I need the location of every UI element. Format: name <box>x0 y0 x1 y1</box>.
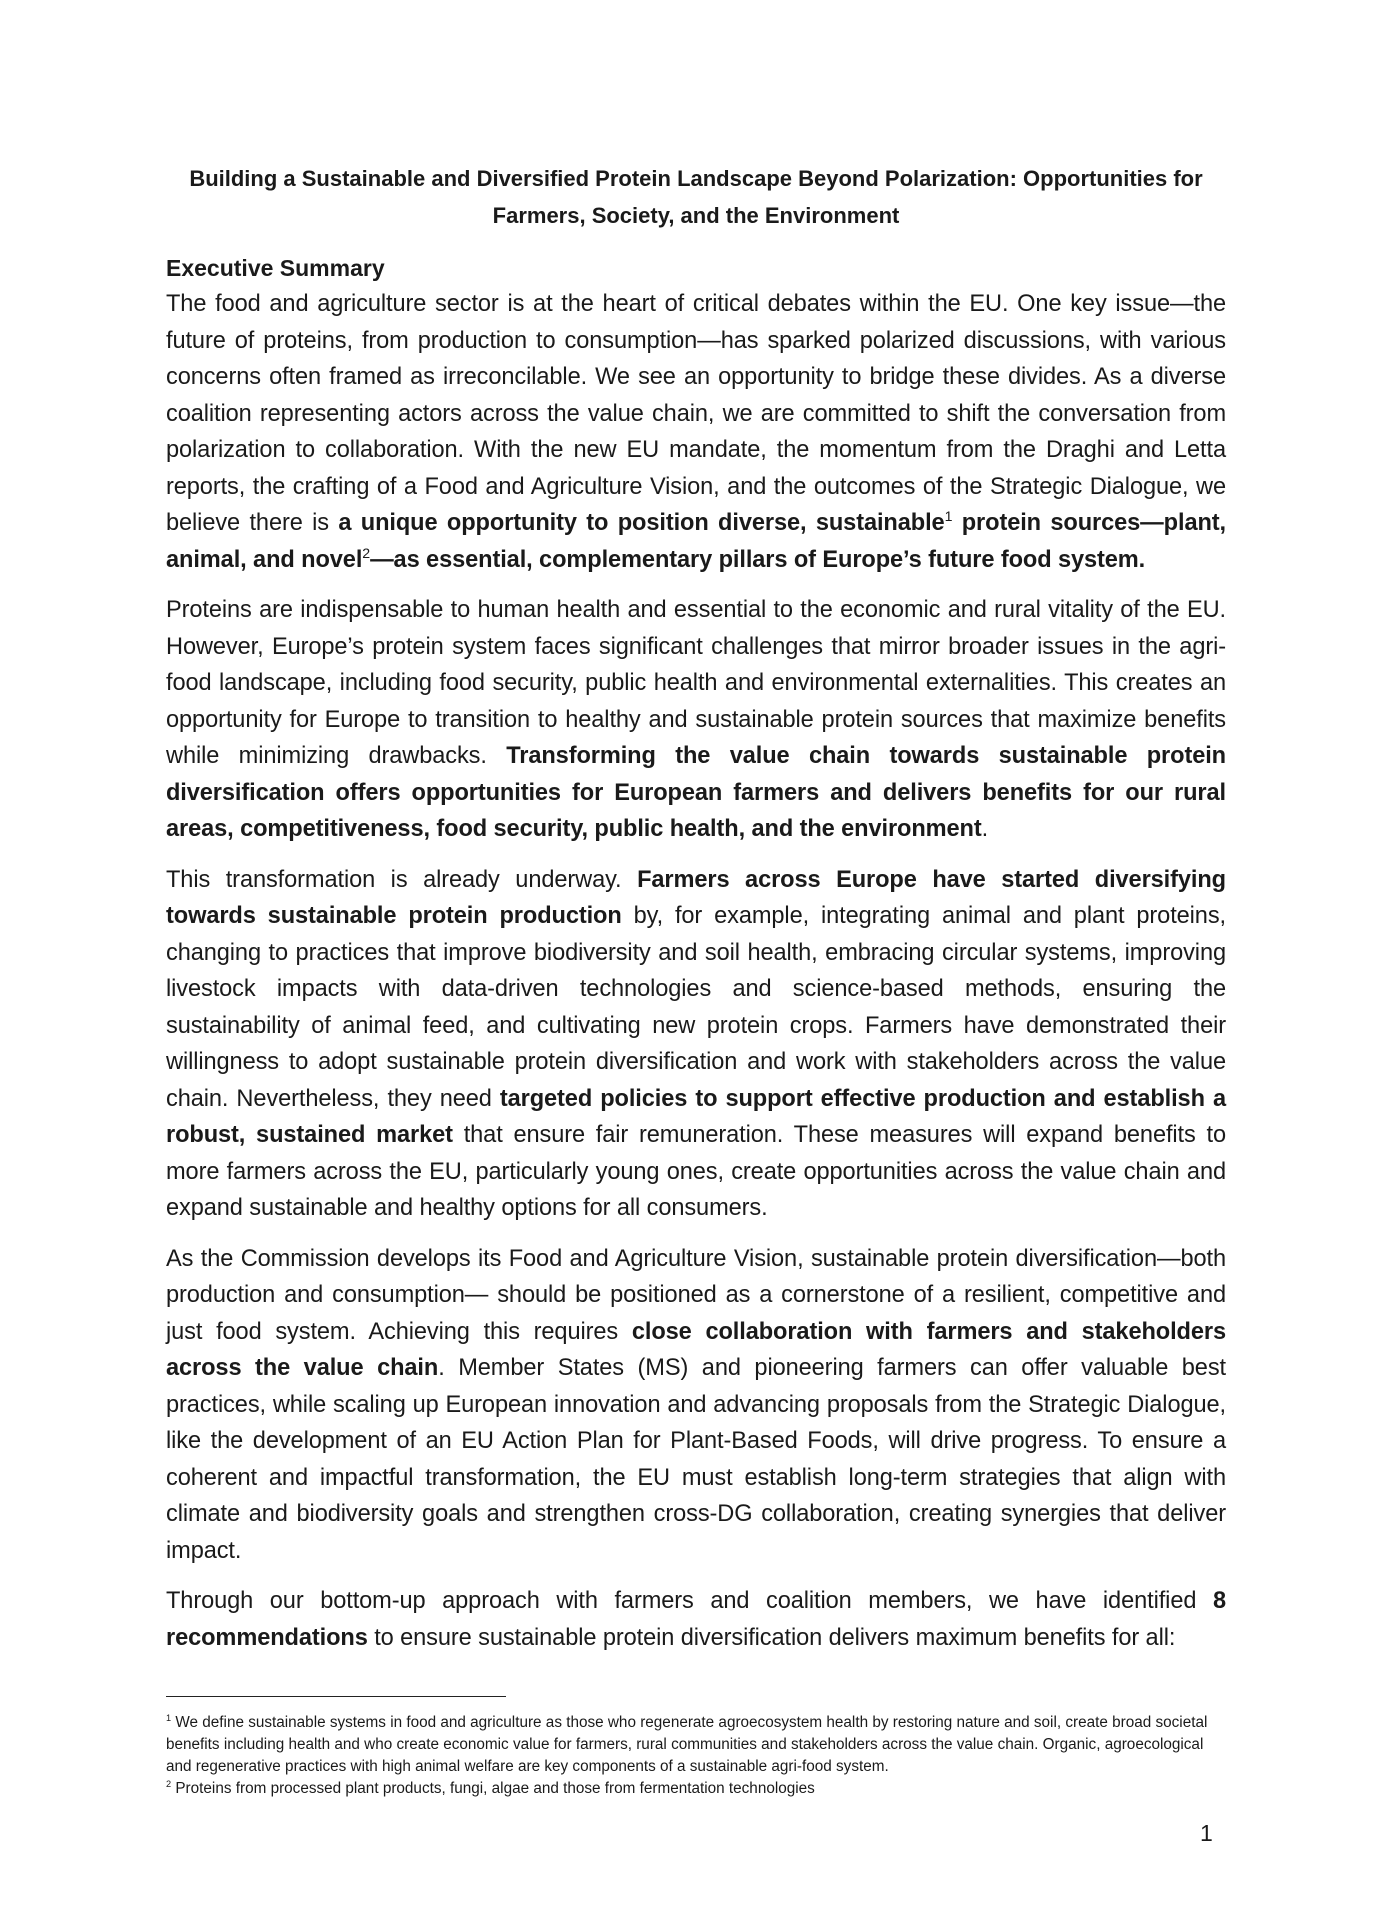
paragraph-4: As the Commission develops its Food and Agriculture Vision, sustainable protein diversification—both production and consumption— should be positioned as a cornerstone of a resilient, competitive and just food system. Achieving this requires close collaboration with farmers and stakeholders across the value chain. Member States (MS) and pioneering farmers can offer valuable best practices, while scaling up European innovation and advancing proposals from the Strategic Dialogue, like the development of an EU Action Plan for Plant-Based Foods, will drive progress. To ensure a coherent and impactful transformation, the EU must establish long-term strategies that align with climate and biodiversity goals and strengthen cross-DG collaboration, creating synergies that deliver impact. <box>166 1245 1226 1564</box>
title-line-2: Farmers, Society, and the Environment <box>492 203 900 228</box>
footnote-1: $^1$ We define sustainable systems in food and agriculture as those who regenerate agroecosystem health by restoring nature and soil, create broad societal benefits including health and who create economic value for farmers, rural communities and stakeholders across the value chain. Organic, agroecological and regenerative practices with high animal welfare are key components of a sustainable agri-food system. <box>166 1712 1208 1775</box>
paragraph-1: The food and agriculture sector is at the heart of critical debates within the EU. One key issue—the future of proteins, from production to consumption—has sparked polarized discussions, with various concerns often framed as irreconcilable. We see an opportunity to bridge these divides. As a diverse coalition representing actors across the value chain, we are committed to shift the conversation from polarization to collaboration. With the new EU mandate, the momentum from the Draghi and Letta reports, the crafting of a Food and Agriculture Vision, and the outcomes of the Strategic Dialogue, we believe there is a unique opportunity to position diverse, sustainable$^1$ protein sources—plant, animal, and novel$^2$—as essential, complementary pillars of Europe’s future food system. <box>166 291 1226 573</box>
section-heading: Executive Summary <box>166 255 385 281</box>
footnote-ref-2: 2 <box>362 545 371 562</box>
footnotes <box>166 1712 1226 1800</box>
paragraph-2: Proteins are indispensable to human health and essential to the economic and rural vitality of the EU. However, Europe’s protein system faces significant challenges that mirror broader issues in the agri-food landscape, including food security, public health and environmental externalities. This creates an opportunity for Europe to transition to healthy and sustainable protein sources that maximize benefits while minimizing drawbacks. Transforming the value chain towards sustainable protein diversification offers opportunities for European farmers and delivers benefits for our rural areas, competitiveness, food security, public health, and the environment. <box>166 597 1226 842</box>
page-number: 1 <box>1200 1820 1213 1846</box>
document-page <box>166 160 1226 1670</box>
paragraph-3: This transformation is already underway. Farmers across Europe have started diversifying towards sustainable protein production by, for example, integrating animal and plant proteins, changing to practices that improve biodiversity and soil health, embracing circular systems, improving livestock impacts with data-driven technologies and science-based methods, ensuring the sustainability of animal feed, and cultivating new protein crops. Farmers have demonstrated their willingness to adopt sustainable protein diversification and work with stakeholders across the value chain. Nevertheless, they need targeted policies to support effective production and establish a robust, sustained market that ensure fair remuneration. These measures will expand benefits to more farmers across the EU, particularly young ones, create opportunities across the value chain and expand sustainable and healthy options for all consumers. <box>166 866 1226 1221</box>
footnote-2: $^2$ Proteins from processed plant products, fungi, algae and those from fermentation technologies <box>166 1778 815 1797</box>
paragraph-5: Through our bottom-up approach with farmers and coalition members, we have identified 8 recommendations to ensure sustainable protein diversification delivers maximum benefits for all: <box>166 1588 1226 1651</box>
title-line-1: Building a Sustainable and Diversified Protein Landscape Beyond Polarization: Opportunities for <box>189 166 1203 191</box>
footnote-divider <box>166 1696 506 1697</box>
footnote-ref-1: 1 <box>944 509 953 526</box>
document-title <box>166 160 1226 234</box>
